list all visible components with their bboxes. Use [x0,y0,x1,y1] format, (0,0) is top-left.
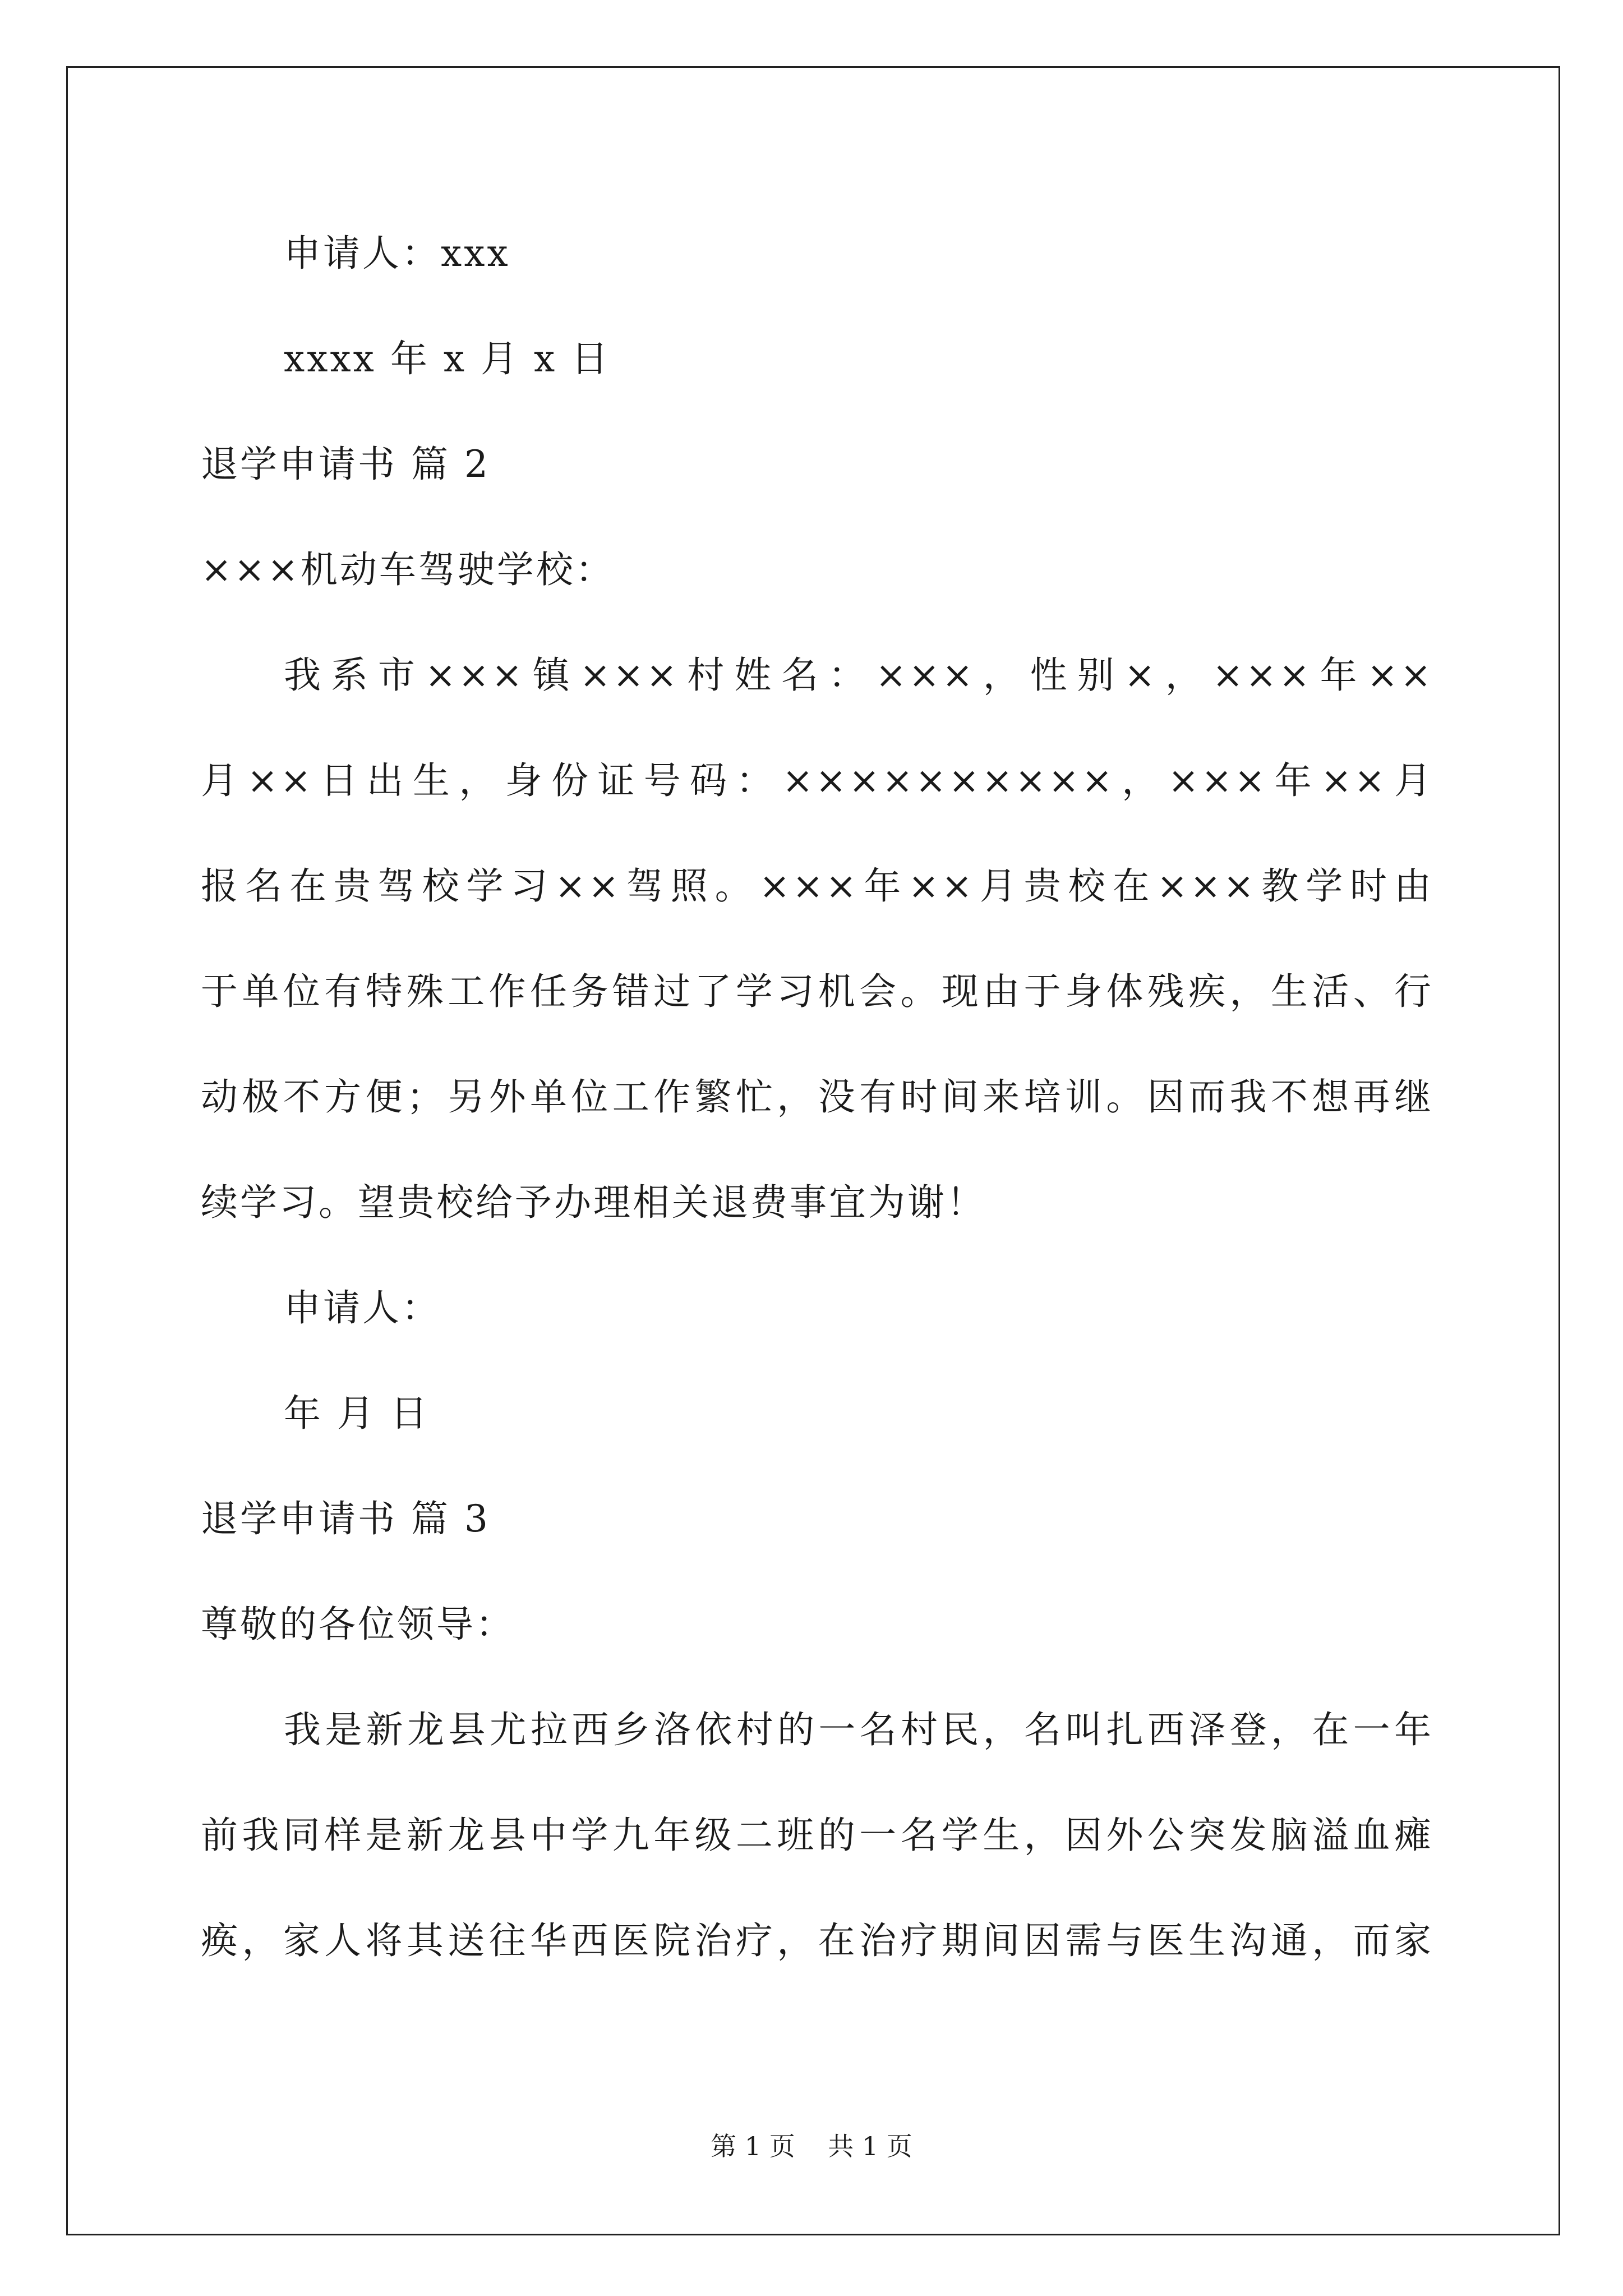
page-footer: 第 1 页 共 1 页 [711,2131,912,2161]
paragraph-line: 续学习。望贵校给予办理相关退费事宜为谢！ [201,1181,986,1224]
salutation-line: ×××机动车驾驶学校： [201,548,615,591]
paragraph-line: 我系市×××镇×××村姓名：×××，性别×，×××年×× [284,654,1433,697]
applicant-line: 申请人： [284,1286,441,1329]
section-heading-2: 退学申请书 篇 2 [201,443,490,486]
salutation-line: 尊敬的各位领导： [201,1603,515,1646]
applicant-line: 申请人：xxx [284,232,510,275]
date-line: 年 月 日 [284,1392,430,1435]
paragraph-line: 我是新龙县尤拉西乡洛依村的一名村民，名叫扎西泽登，在一年 [284,1708,1433,1751]
paragraph-line: 报名在贵驾校学习××驾照。×××年××月贵校在×××教学时由 [201,864,1433,908]
section-heading-3: 退学申请书 篇 3 [201,1497,490,1540]
paragraph-line: 动极不方便；另外单位工作繁忙，没有时间来培训。因而我不想再继 [201,1075,1433,1119]
paragraph-line: 前我同样是新龙县中学九年级二班的一名学生，因外公突发脑溢血瘫 [201,1814,1433,1857]
paragraph-line: 于单位有特殊工作任务错过了学习机会。现由于身体残疾，生活、行 [201,970,1433,1013]
date-line: xxxx 年 x 月 x 日 [284,337,611,380]
paragraph-line: 月××日出生，身份证号码：××××××××××，×××年××月 [201,759,1433,802]
paragraph-line: 痪，家人将其送往华西医院治疗，在治疗期间因需与医生沟通，而家 [201,1919,1433,1962]
page-border [66,66,1560,2235]
